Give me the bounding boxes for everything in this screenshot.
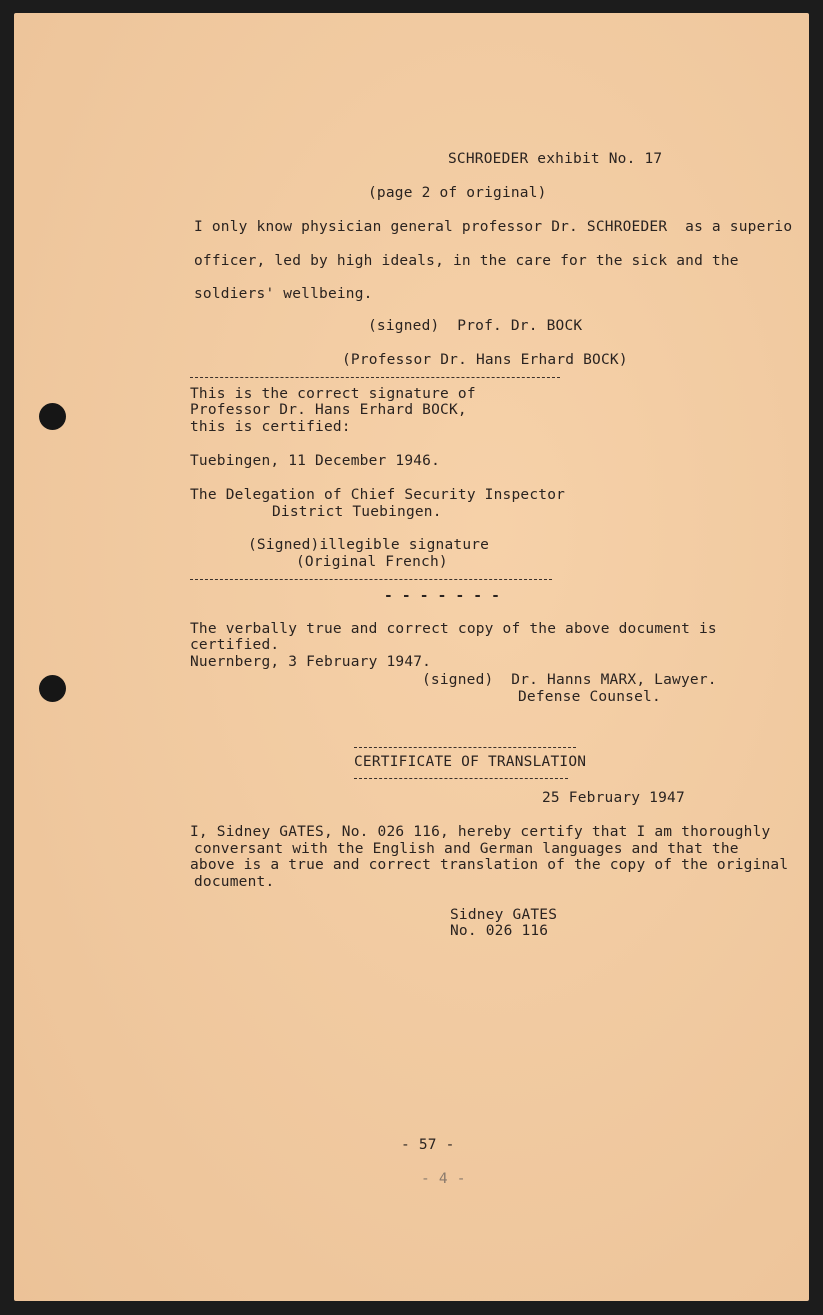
cert-delegation-1: The Delegation of Chief Security Inspector	[190, 487, 566, 503]
translation-date: 25 February 1947	[542, 790, 685, 806]
copy-signed: (signed) Dr. Hanns MARX, Lawyer.	[422, 672, 717, 688]
cert-line-2: Professor Dr. Hans Erhard BOCK,	[190, 402, 467, 418]
copy-role: Defense Counsel.	[518, 689, 661, 705]
translation-line-4: document.	[194, 874, 275, 890]
statement-name: (Professor Dr. Hans Erhard BOCK)	[342, 352, 628, 368]
divider-top	[190, 377, 560, 378]
page-note: (page 2 of original)	[368, 185, 547, 201]
translation-divider-top	[354, 747, 576, 748]
short-divider: - - - - - - -	[384, 588, 501, 604]
translation-line-2: conversant with the English and German languages and that the	[194, 841, 739, 857]
document-page	[14, 13, 809, 1301]
cert-delegation-2: District Tuebingen.	[272, 504, 442, 520]
statement-line-3: soldiers' wellbeing.	[194, 286, 373, 302]
punch-hole-top	[39, 403, 66, 430]
statement-line-2: officer, led by high ideals, in the care for the sick and the	[194, 253, 739, 269]
copy-line-2: certified.	[190, 637, 280, 653]
cert-line-1: This is the correct signature of	[190, 386, 476, 402]
punch-hole-bottom	[39, 675, 66, 702]
exhibit-label: SCHROEDER exhibit No. 17	[448, 151, 663, 167]
copy-place-date: Nuernberg, 3 February 1947.	[190, 654, 432, 670]
translation-title: CERTIFICATE OF TRANSLATION	[354, 754, 587, 770]
cert-line-3: this is certified:	[190, 419, 351, 435]
cert-place-date: Tuebingen, 11 December 1946.	[190, 453, 441, 469]
statement-signed: (signed) Prof. Dr. BOCK	[368, 318, 583, 334]
copy-line-1: The verbally true and correct copy of the above document is	[190, 621, 717, 637]
translator-name: Sidney GATES	[450, 907, 558, 923]
translation-line-3: above is a true and correct translation of the copy of the original	[190, 857, 789, 873]
statement-line-1: I only know physician general professor Dr. SCHROEDER as a superio	[194, 219, 793, 235]
page-number-faint: - 4 -	[421, 1171, 466, 1187]
translation-divider-bottom	[354, 778, 568, 779]
translator-number: No. 026 116	[450, 923, 549, 939]
cert-original: (Original French)	[296, 554, 448, 570]
divider-bottom	[190, 579, 552, 580]
translation-line-1: I, Sidney GATES, No. 026 116, hereby certify that I am thoroughly	[190, 824, 771, 840]
cert-signed: (Signed)illegible signature	[248, 537, 490, 553]
page-number: - 57 -	[401, 1137, 455, 1153]
